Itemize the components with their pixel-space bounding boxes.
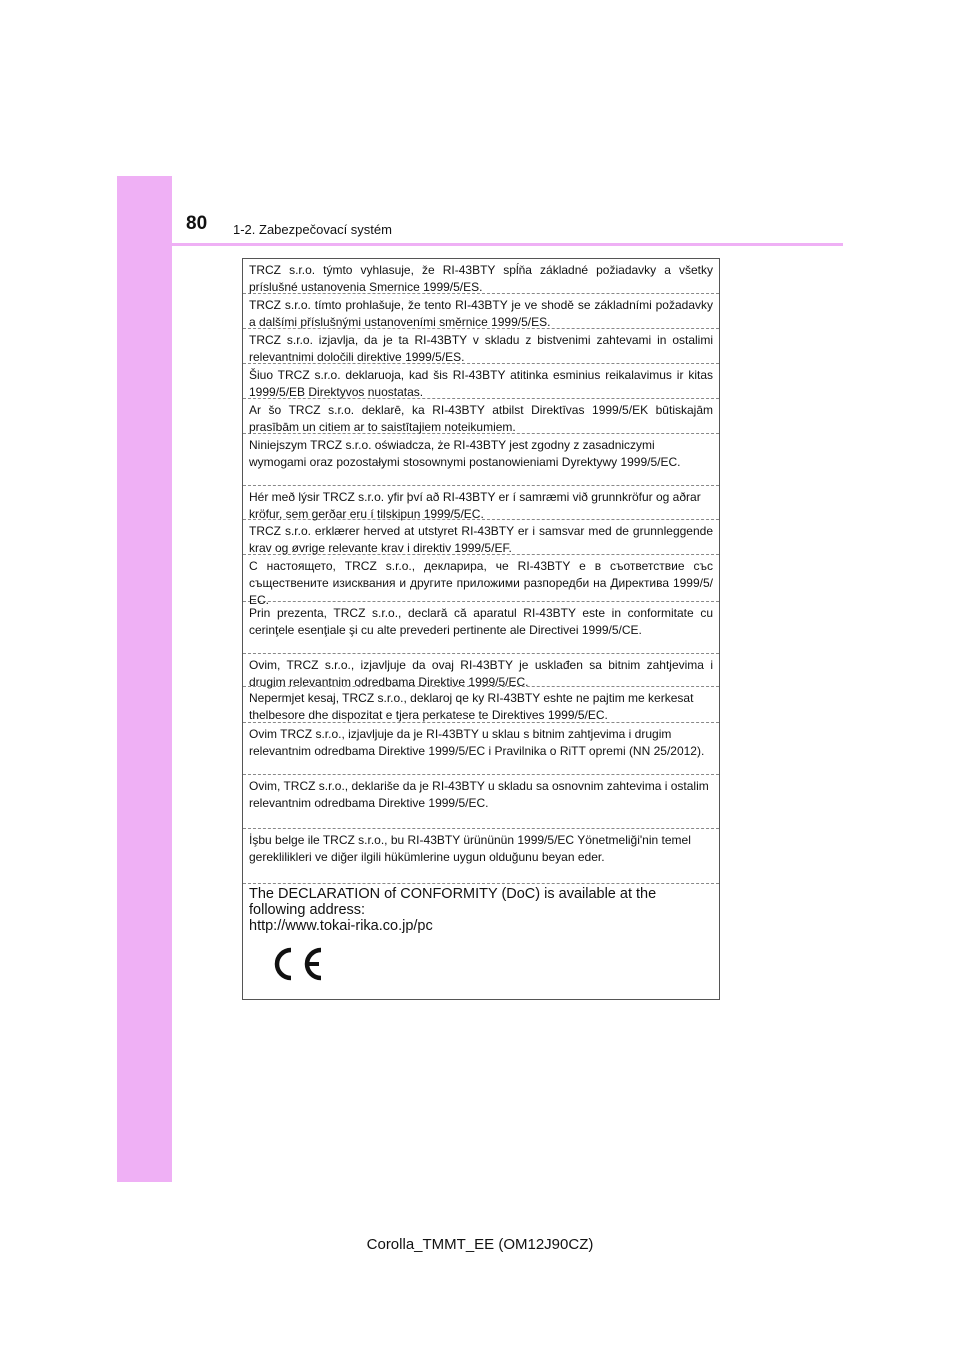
page-number: 80 <box>186 213 208 234</box>
footer-model-code: Corolla_TMMT_EE (OM12J90CZ) <box>366 1236 594 1253</box>
declaration-slovak: TRCZ s.r.o. týmto vyhlasuje, že RI-43BTY spĺňa základné požiadavky a všetky príslušné ustanovenia Smernice 1999/5/ES. <box>243 259 719 294</box>
declaration-serbian: Ovim, TRCZ s.r.o., deklariše da je RI-43BTY u skladu sa osnovnim zahtevima i ostalim relevantnim odredbama Direktive 1999/5/EC. <box>243 775 719 829</box>
declaration-croatian: Ovim TRCZ s.r.o., izjavljuje da je RI-43BTY u sklau s bitnim zahtjevima i drugim relevantnim odredbama Direktive 1999/5/EC i Pravilnika o RiTT opremi (NN 25/2012). <box>243 723 719 775</box>
declaration-turkish: İşbu belge ile TRCZ s.r.o., bu RI-43BTY ürününün 1999/5/EC Yönetmeliği'nin temel gereklilikleri ve diğer ilgili hükümlerine uygun olduğunu beyan eder. <box>243 829 719 884</box>
chapter-side-band <box>117 176 172 1182</box>
declaration-montenegrin: Ovim, TRCZ s.r.o., izjavljuje da ovaj RI-43BTY je usklađen sa bitnim zahtjevima i drugim relevantnim odredbama Direktive 1999/5/EC. <box>243 654 719 687</box>
declaration-icelandic: Hér með lýsir TRCZ s.r.o. yfir því að RI-43BTY er í samræmi við grunnkröfur og aðrar kröfur, sem gerðar eru í tilskipun 1999/5/EC. <box>243 486 719 520</box>
declaration-slovenian: TRCZ s.r.o. izjavlja, da je ta RI-43BTY v skladu z bistvenimi zahtevami in ostalimi relevantnimi določili direktive 1999/5/ES. <box>243 329 719 364</box>
doc-notice <box>243 884 719 999</box>
header-rule <box>172 243 843 246</box>
declaration-polish: Niniejszym TRCZ s.r.o. oświadcza, że RI-43BTY jest zgodny z zasadniczymi wymogami oraz pozostałymi stosownymi postanowieniami Dyrektywy 1999/5/EC. <box>243 434 719 486</box>
doc-url: http://www.tokai-rika.co.jp/pc <box>249 918 433 934</box>
ce-mark-icon <box>267 946 327 982</box>
declaration-box <box>242 258 720 1000</box>
declaration-albanian: Nepermjet kesaj, TRCZ s.r.o., deklaroj qe ky RI-43BTY eshte ne pajtim me kerkesat thelbesore dhe dispozitat e tjera perkatese te Direktives 1999/5/EC. <box>243 687 719 723</box>
declaration-latvian: Ar šo TRCZ s.r.o. deklarē, ka RI-43BTY atbilst Direktīvas 1999/5/EK būtiskajām prasībām un citiem ar to saistītajiem noteikumiem. <box>243 399 719 434</box>
declaration-czech: TRCZ s.r.o. tímto prohlašuje, že tento RI-43BTY je ve shodě se základními požadavky a dalšími příslušnými ustanoveními směrnice 1999/5/ES. <box>243 294 719 329</box>
declaration-romanian: Prin prezenta, TRCZ s.r.o., declară că aparatul RI-43BTY este in conformitate cu cerinţele esenţiale şi cu alte prevederi pertinente ale Directivei 1999/5/CE. <box>243 602 719 654</box>
section-title: 1-2. Zabezpečovací systém <box>233 222 392 237</box>
declaration-bulgarian: С настоящето, TRCZ s.r.o., декларира, че RI-43BTY е в съответствие със съществените изисквания и другите приложими разпоредби на Директива 1999/5/ЕС. <box>243 555 719 602</box>
declaration-lithuanian: Šiuo TRCZ s.r.o. deklaruoja, kad šis RI-43BTY atitinka esminius reikalavimus ir kitas 1999/5/EB Direktyvos nuostatas. <box>243 364 719 399</box>
declaration-norwegian: TRCZ s.r.o. erklærer herved at utstyret RI-43BTY er i samsvar med de grunnleggende krav og øvrige relevante krav i direktiv 1999/5/EF. <box>243 520 719 555</box>
doc-availability-text: The DECLARATION of CONFORMITY (DoC) is available at the following address: <box>249 886 657 918</box>
